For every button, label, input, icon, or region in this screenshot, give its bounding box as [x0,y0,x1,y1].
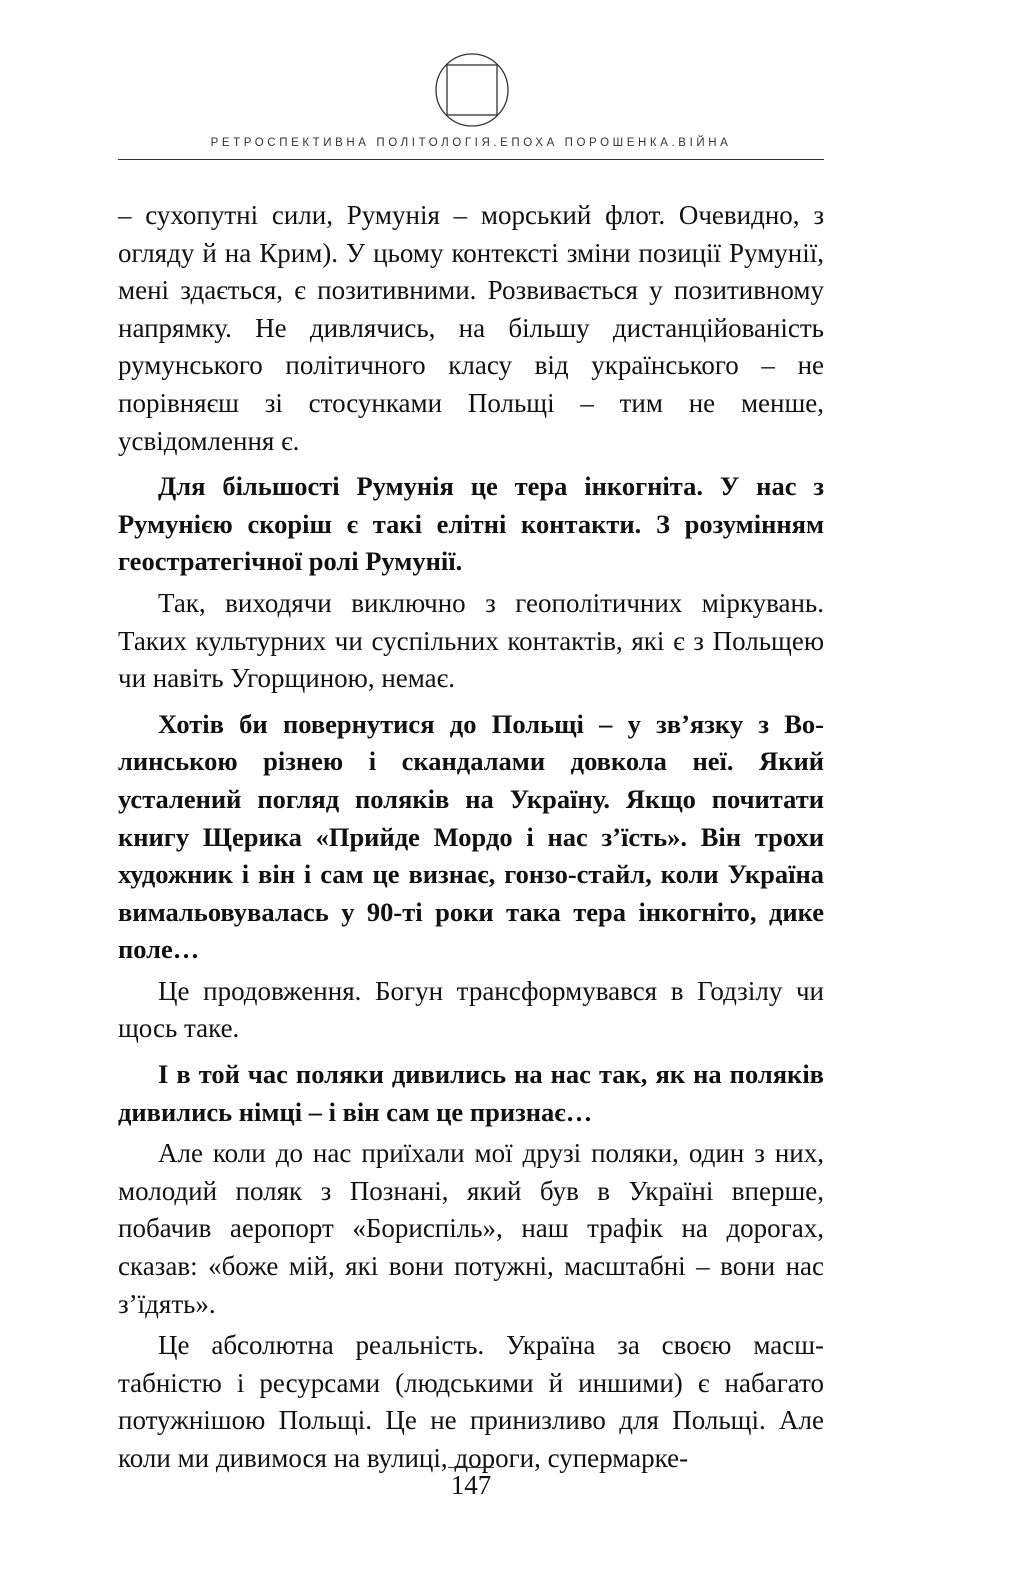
paragraph-question: Для більшості Румунія це тера інкогніта. У нас з Румунією скоріш є такі елітні контакти. З розумінням геостратегічної ролі Румунії. [118,471,824,577]
page-number-value: 147 [448,1467,495,1502]
paragraph-answer: Це продовження. Богун трансформувався в Годзілу чи щось таке. [118,975,824,1044]
running-head: РЕТРОСПЕКТИВНА ПОЛІТОЛОГІЯ.ЕПОХА ПОРОШЕНКА.ВІЙНА [210,137,732,149]
main-text [118,193,824,1478]
paragraph-question: Хотів би повернутися до Польщі – у зв’язку з Волинською різнею і скандалами довкола неї. Який усталений погляд поляків на Україну. Якщо почитати книгу Щерика «Прийде Мордо і нас з’їсть». Він трохи художник і він і сам це визнає, гонзо-стайл, коли Україна вимальовувалась у 90-ті роки така тера інкогніто, дике поле… [118,708,824,965]
paragraph-question: І в той час поляки дивились на нас так, як на поляків дивились німці – і він сам це признає… [118,1059,824,1127]
paragraph-answer: Так, виходячи виключно з геополітичних міркувань. Таких культурних чи суспільних контактів, які є з Польщею чи навіть Угорщиною, немає. [118,587,824,694]
paragraph-answer: Це абсолютна реальність. Україна за своєю масштабністю і ресурсами (людськими й иншими) є набагато потужнішою Польщі. Це не принизливо для Польщі. Але коли ми дивимося на вулиці, дороги, супермарке- [118,1330,824,1473]
header-divider [118,159,824,160]
paragraph-answer: Але коли до нас приїхали мої друзі поляки, один з них, молодий поляк з Познані, який був в Україні вперше, побачив аеропорт «Бориспіль», наш трафік на дорогах, сказав: «боже мій, які вони потужні, масштабні – вони нас з’їдять». [118,1138,824,1319]
page-number [0,1467,942,1502]
circle-square-emblem-icon [434,52,510,128]
paragraph-answer: – сухопутні сили, Румунія – морський флот. Очевидно, з огляду й на Крим). У цьому контексті зміни позиції Румунії, мені здається, є позитивними. Розвивається у позитивному напрямку. Не дивлячись, на більшу дистанційованість румунського політичного класу від українського – не порівняєш зі стосунками Польщі – тим не менше, усвідомлення є. [118,200,824,456]
